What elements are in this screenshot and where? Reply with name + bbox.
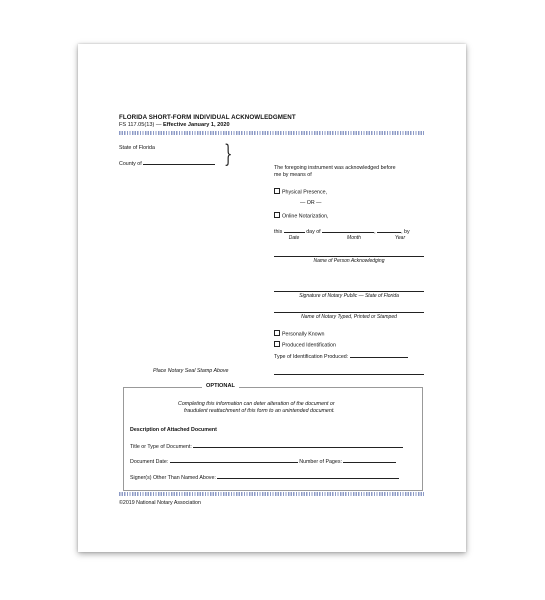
notary-name-caption: Name of Notary Typed, Printed or Stamped <box>301 314 397 320</box>
intro-line-1: The foregoing instrument was acknowledged before <box>274 165 396 171</box>
signers-field[interactable] <box>217 473 399 479</box>
bottom-divider <box>119 492 424 496</box>
id-type-field[interactable] <box>350 352 408 358</box>
personally-known-checkbox[interactable] <box>274 330 280 336</box>
attached-doc-heading: Description of Attached Document <box>130 427 217 433</box>
county-field[interactable] <box>143 159 215 165</box>
doc-title-field[interactable] <box>193 442 403 448</box>
physical-presence-option <box>274 188 327 196</box>
personally-known-option <box>274 330 324 338</box>
date-caption: Date <box>288 235 300 241</box>
pages-label: Number of Pages: <box>299 459 342 465</box>
month-field[interactable] <box>322 227 374 233</box>
online-notarization-checkbox[interactable] <box>274 212 280 218</box>
form-title: FLORIDA SHORT-FORM INDIVIDUAL ACKNOWLEDGMENT <box>119 114 296 121</box>
date-line: this day of , , by <box>274 229 410 235</box>
this-text: this <box>274 229 283 235</box>
optional-note-1: Completing this information can deter alteration of the document or <box>178 401 335 407</box>
day-field[interactable] <box>284 227 305 233</box>
optional-label: OPTIONAL <box>202 383 239 389</box>
month-caption: Month <box>347 235 361 241</box>
venue-brace: } <box>224 140 233 168</box>
notary-name-line[interactable] <box>274 312 424 313</box>
or-separator: — OR — <box>300 200 322 206</box>
signature-caption: Signature of Notary Public — State of Florida <box>299 293 399 299</box>
id-type-label: Type of Identification Produced: <box>274 354 349 360</box>
year-caption: Year <box>394 235 406 241</box>
online-notarization-option <box>274 212 329 220</box>
intro-line-2: me by means of <box>274 172 312 178</box>
signers-line <box>130 473 399 481</box>
signers-label: Signer(s) Other Than Named Above: <box>130 475 216 481</box>
optional-note-2: fraudulent reattachment of this form to an unintended document. <box>184 408 335 414</box>
doc-title-label: Title or Type of Document: <box>130 444 192 450</box>
county-label: County of <box>119 161 142 167</box>
effective-date: Effective January 1, 2020 <box>163 122 230 128</box>
top-divider <box>119 131 424 135</box>
name-acknowledging-caption: Name of Person Acknowledging <box>313 258 385 264</box>
seal-instruction: Place Notary Seal Stamp Above <box>153 368 229 374</box>
personally-known-label: Personally Known <box>282 331 325 338</box>
statute-code: FS 117.05(13) — <box>119 122 164 128</box>
doc-date-field[interactable] <box>170 457 298 463</box>
doc-date-label: Document Date: <box>130 459 169 465</box>
physical-presence-checkbox[interactable] <box>274 188 280 194</box>
doc-title-line <box>130 442 403 450</box>
year-field[interactable] <box>377 227 401 233</box>
doc-date-line <box>130 457 396 465</box>
produced-id-checkbox[interactable] <box>274 341 280 347</box>
day-of-text: day of <box>306 229 321 235</box>
produced-id-label: Produced Identification <box>282 342 336 349</box>
by-text: , by <box>401 229 410 235</box>
online-notarization-label: Online Notarization, <box>282 213 329 220</box>
county-line <box>119 159 215 167</box>
name-acknowledging-line[interactable] <box>274 256 424 257</box>
state-line: State of Florida <box>119 145 155 151</box>
notary-form-page <box>78 44 466 552</box>
produced-id-option <box>274 341 336 349</box>
pages-field[interactable] <box>343 457 396 463</box>
copyright: ©2019 National Notary Association <box>119 500 201 506</box>
id-type-line <box>274 352 408 360</box>
seal-line <box>274 374 424 375</box>
signature-line[interactable] <box>274 291 424 292</box>
form-statute <box>119 122 230 128</box>
physical-presence-label: Physical Presence, <box>282 189 328 196</box>
